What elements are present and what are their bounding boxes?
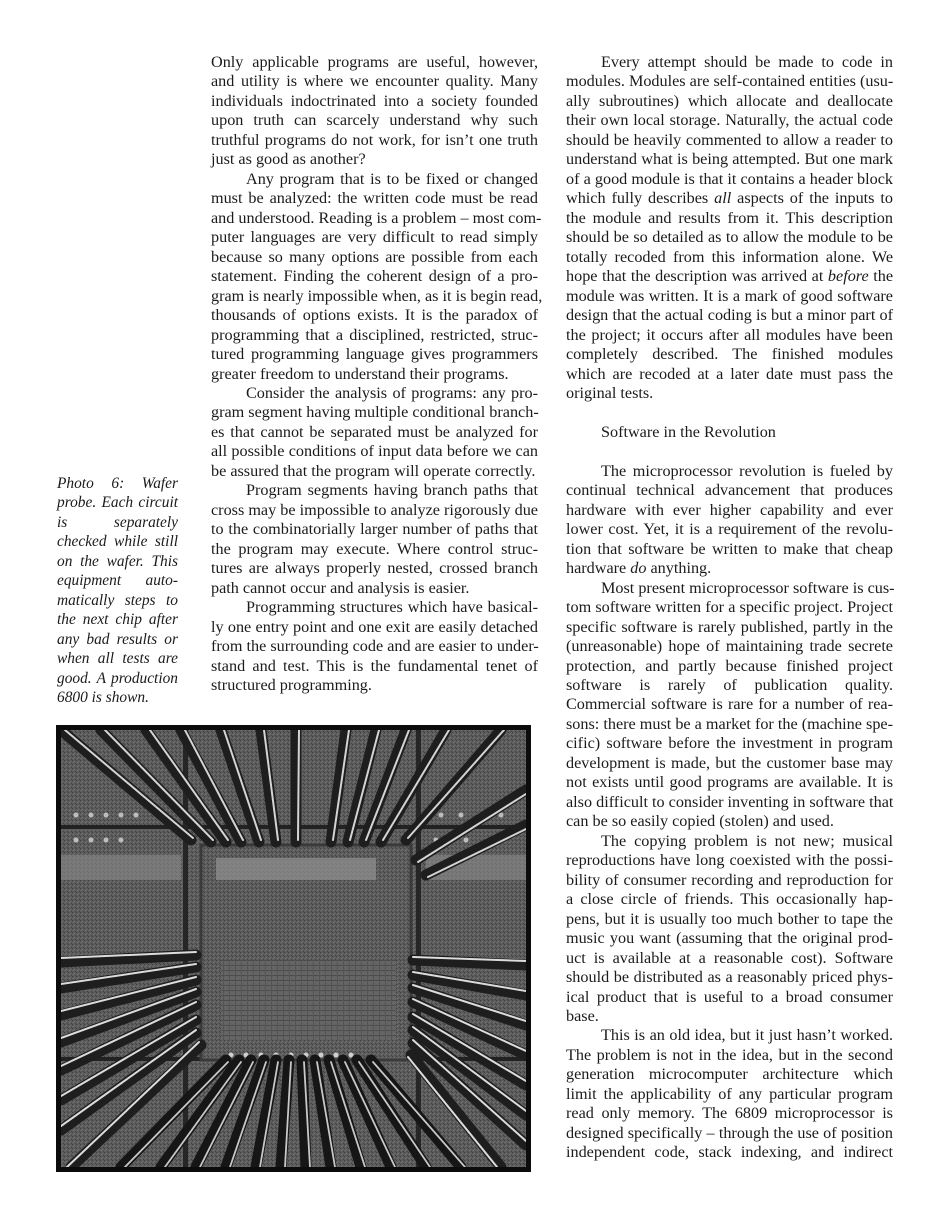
text-line: tom software written for a specific project. Project — [566, 598, 893, 617]
text-line: design that the actual coding is but a minor part of — [566, 306, 893, 325]
text-line: of a good module is that it contains a header block — [566, 169, 893, 188]
text-line: should be distributed as a reasonably priced phys- — [566, 968, 893, 987]
text-line: (unreasonable) hope of maintaining trade secrete — [566, 637, 893, 656]
text-line: module was written. It is a mark of good software — [566, 286, 893, 305]
paragraph — [566, 579, 893, 832]
text-line: uct is available at a reasonable cost). Software — [566, 948, 893, 967]
text-line: sons: there must be a market for the (machine spe- — [566, 714, 893, 733]
text-line: completely described. The finished modules — [566, 345, 893, 364]
emphasized-word: all — [714, 189, 732, 208]
text-line: must be analyzed: the written code must be read — [211, 189, 538, 208]
caption-line: when all tests are — [57, 650, 178, 668]
paragraph — [566, 832, 893, 1027]
paragraph — [211, 598, 538, 695]
text-line: lower cost. Yet, it is a requirement of the revolu- — [566, 520, 893, 539]
text-line: be assured that the program will operate correctly. — [211, 461, 536, 480]
right-text-column — [566, 53, 893, 1163]
text-line — [566, 559, 893, 578]
text-line: thousands of options exists. It is the paradox of — [211, 306, 538, 325]
text-line: ical product that is useful to a broad consumer — [566, 987, 893, 1006]
text-line: The microprocessor revolution is fueled by — [601, 461, 893, 480]
text-line: and utility is where we encounter quality. Many — [211, 72, 538, 91]
caption-line: matically steps to — [57, 591, 178, 609]
text-line: Commercial software is rare for a number of rea- — [566, 695, 893, 714]
text-line: specific software is rarely published, partly in the — [566, 617, 893, 636]
text-line: continual technical advancement that produces — [566, 481, 893, 500]
text-line: music you want (assuming that the original prod- — [566, 929, 893, 948]
text-line: ally subroutines) which allocate and deallocate — [566, 91, 893, 110]
blank-line — [566, 442, 893, 461]
paragraph — [566, 53, 893, 403]
text-line: gram segment having multiple conditional branch- — [211, 403, 539, 422]
text-line: statement. Finding the coherent design of a pro- — [211, 267, 538, 286]
text-line: reproductions have long coexisted with the possi- — [566, 851, 893, 870]
text-line: Any program that is to be fixed or changed — [246, 169, 538, 188]
text-line: because so many options are possible from each — [211, 247, 538, 266]
photo-caption — [57, 474, 178, 708]
text-line: from the surrounding code and are easier to under- — [211, 637, 539, 656]
text-line: programming that a disciplined, restricted, struc- — [211, 325, 538, 344]
text-line: hardware with ever higher capability and ever — [566, 500, 893, 519]
text-line: The copying problem is not new; musical — [601, 831, 893, 850]
caption-line: Photo 6: Wafer — [57, 475, 178, 492]
text-line: their own local storage. Naturally, the actual code — [566, 111, 893, 130]
text-line: Program segments having branch paths that — [246, 481, 538, 500]
text-line: the program may execute. Where control struc- — [211, 539, 538, 558]
text-line: cific) software before the investment in program — [566, 734, 893, 753]
text-line: which are recoded at a later date must pass the — [566, 364, 893, 383]
emphasized-word: before — [827, 267, 869, 286]
text-line — [566, 267, 893, 286]
caption-line: checked while still — [57, 533, 178, 551]
text-line: base. — [566, 1006, 599, 1025]
text-line: stand and test. This is the fundamental tenet of — [211, 656, 538, 675]
text-line: truthful programs do not work, for isn’t one truth — [211, 130, 538, 149]
paragraph — [211, 384, 538, 481]
text-line: This is an old idea, but it just hasn’t worked. — [601, 1026, 893, 1045]
text-line: upon truth can scarcely understand why such — [211, 111, 538, 130]
text-line: Only applicable programs are useful, however, — [211, 53, 538, 71]
text-line: structured programming. — [211, 676, 372, 694]
text-line: read only memory. The 6809 microprocessor is — [566, 1104, 893, 1123]
chip-photo-illustration — [61, 730, 526, 1167]
text-line: es that cannot be separated must be analyzed for — [211, 422, 538, 441]
text-line: greater freedom to understand their programs. — [211, 364, 509, 383]
text-line: protection, and partly because finished project — [566, 656, 893, 675]
text-line: independent code, stack indexing, and indirect — [566, 1143, 893, 1162]
text-line — [566, 189, 893, 208]
text-line: should be heavily commented to allow a reader to — [566, 130, 893, 149]
text-line: Programming structures which have basical- — [246, 598, 538, 617]
paragraph — [211, 481, 538, 598]
text-line: totally recoded from this information alone. We — [566, 247, 893, 266]
text-segment: anything. — [646, 559, 712, 578]
caption-line: on the wafer. This — [57, 552, 178, 570]
text-line: should be so detailed as to allow the module to be — [566, 228, 893, 247]
text-line: tured programming language gives programmers — [211, 345, 538, 364]
text-line: The problem is not in the idea, but in the second — [566, 1045, 893, 1064]
text-line: understand what is being attempted. But one mark — [566, 150, 893, 169]
text-line: tion that software be written to make that cheap — [566, 539, 893, 558]
paragraph — [566, 1026, 893, 1162]
text-line: the module and results from it. This description — [566, 208, 893, 227]
text-line: all possible conditions of input data before we can — [211, 442, 538, 461]
text-line: software is rarely of publication quality. — [566, 676, 893, 694]
text-line: individuals indoctrinated into a society founded — [211, 91, 538, 110]
text-segment: hope that the description was arrived at — [566, 267, 828, 286]
left-text-column — [211, 53, 543, 695]
wafer-probe-photo — [56, 725, 531, 1172]
text-line: designed specifically – through the use of position — [566, 1123, 893, 1142]
caption-line: good. A production — [57, 669, 178, 687]
text-line: a close circle of friends. This occasionally hap- — [566, 890, 893, 909]
text-line: bility of consumer recording and reproduction for — [566, 870, 893, 889]
text-segment: aspects of the inputs to — [731, 189, 893, 208]
text-line: also difficult to consider inventing in software that — [566, 792, 894, 811]
text-line: tures are always properly nested, crossed branch — [211, 559, 538, 578]
paragraph — [566, 462, 893, 579]
text-line: cross may be impossible to analyze rigorously due — [211, 500, 538, 519]
section-heading: Software in the Revolution — [601, 422, 776, 441]
paragraph — [211, 169, 543, 384]
text-line: modules. Modules are self-contained entities (usu- — [566, 72, 894, 91]
caption-line: the next chip after — [57, 611, 178, 629]
caption-line: equipment auto- — [57, 572, 178, 590]
text-line: to the combinatorially larger number of paths that — [211, 520, 538, 539]
text-line: just as good as another? — [211, 150, 366, 169]
text-line: ly one entry point and one exit are easily detached — [211, 617, 538, 636]
emphasized-word: do — [630, 559, 647, 578]
text-line: limit the applicability of any particular program — [566, 1084, 893, 1103]
text-line: the project; it occurs after all modules have been — [566, 325, 893, 344]
caption-line: 6800 is shown. — [57, 689, 149, 707]
text-line: development is made, but the customer base may — [566, 753, 893, 772]
text-line: Most present microprocessor software is cus- — [601, 578, 895, 597]
text-segment: hardware — [566, 559, 631, 578]
text-line: can be so easily copied (stolen) and used. — [566, 812, 834, 831]
text-line: and understood. Reading is a problem – most com- — [211, 208, 542, 227]
caption-line: is separately — [57, 513, 178, 531]
caption-line: any bad results or — [57, 630, 178, 648]
text-segment: the — [868, 267, 894, 286]
text-line: gram is nearly impossible when, as it is begin read, — [211, 286, 543, 305]
text-line: Consider the analysis of programs: any pro- — [246, 383, 538, 402]
caption-line: probe. Each circuit — [57, 494, 178, 512]
text-line: path cannot occur and analysis is easier. — [211, 578, 470, 597]
text-line: pens, but it is usually too much bother to tape the — [566, 909, 893, 928]
text-segment: which fully describes — [566, 189, 715, 208]
text-line: Every attempt should be made to code in — [601, 53, 893, 71]
text-line: not exists until good programs are available. It is — [566, 773, 893, 792]
paragraph — [211, 53, 538, 170]
text-line: puter languages are very difficult to read simply — [211, 228, 538, 247]
text-line: generation microcomputer architecture which — [566, 1065, 893, 1084]
blank-line — [566, 403, 893, 422]
text-line: original tests. — [566, 383, 654, 402]
